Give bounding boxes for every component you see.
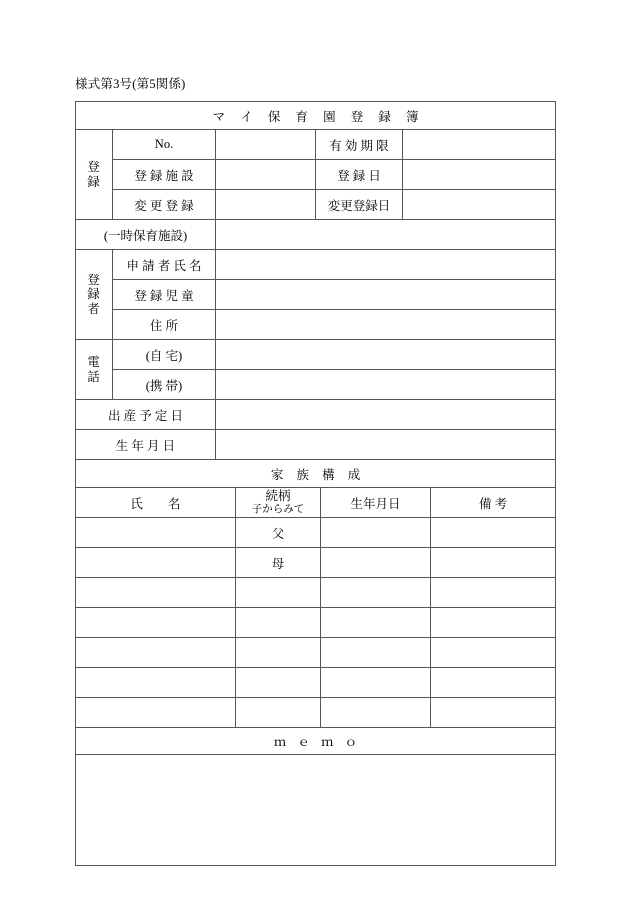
memo-body[interactable] (76, 755, 556, 866)
applicant-name-label: 申 請 者 氏 名 (113, 250, 216, 280)
change-registration-date-value[interactable] (403, 190, 556, 220)
family-note-1[interactable] (431, 518, 556, 548)
due-date-row (76, 400, 556, 430)
family-relation-3[interactable] (236, 578, 321, 608)
family-birthdate-7[interactable] (321, 698, 431, 728)
family-relation-5[interactable] (236, 638, 321, 668)
registration-date-value[interactable] (403, 160, 556, 190)
registration-date-label: 登 録 日 (316, 160, 403, 190)
registry-form (75, 101, 555, 866)
family-table (75, 459, 556, 728)
registrant-row-2 (76, 280, 556, 310)
family-section-title: 家 族 構 成 (76, 460, 556, 488)
registrant-row-3 (76, 310, 556, 340)
birthdate-label: 生 年 月 日 (76, 430, 216, 460)
registered-child-value[interactable] (216, 280, 556, 310)
mobile-phone-value[interactable] (216, 370, 556, 400)
family-name-3[interactable] (76, 578, 236, 608)
family-note-2[interactable] (431, 548, 556, 578)
family-relation-1[interactable]: 父 (236, 518, 321, 548)
family-header-relation-line1: 続柄 (265, 489, 291, 504)
family-birthdate-2[interactable] (321, 548, 431, 578)
birthdate-row (76, 430, 556, 460)
family-birthdate-3[interactable] (321, 578, 431, 608)
family-birthdate-1[interactable] (321, 518, 431, 548)
title-row (76, 102, 556, 130)
home-phone-label: (自 宅) (113, 340, 216, 370)
family-header-relation-line2: 子からみて (251, 503, 305, 515)
memo-table (75, 727, 556, 866)
temporary-care-row (76, 220, 556, 250)
family-relation-4[interactable] (236, 608, 321, 638)
registration-row-2 (76, 160, 556, 190)
family-note-4[interactable] (431, 608, 556, 638)
phone-row-home (76, 340, 556, 370)
family-birthdate-4[interactable] (321, 608, 431, 638)
family-name-2[interactable] (76, 548, 236, 578)
birthdate-value[interactable] (216, 430, 556, 460)
phone-group-label-char1: 電 (87, 355, 101, 370)
registration-facility-value[interactable] (216, 160, 316, 190)
family-note-5[interactable] (431, 638, 556, 668)
family-note-7[interactable] (431, 698, 556, 728)
change-registration-date-label: 変更登録日 (316, 190, 403, 220)
family-name-1[interactable] (76, 518, 236, 548)
family-header-name: 氏 名 (76, 488, 236, 518)
registration-no-value[interactable] (216, 130, 316, 160)
family-relation-6[interactable] (236, 668, 321, 698)
due-date-label: 出 産 予 定 日 (76, 400, 216, 430)
form-number: 様式第3号(第5関係) (75, 77, 186, 91)
table-row (76, 518, 556, 548)
family-name-6[interactable] (76, 668, 236, 698)
table-row (76, 638, 556, 668)
table-row (76, 698, 556, 728)
registrant-group-label-char1: 登 (87, 272, 101, 287)
memo-body-row (76, 755, 556, 866)
document-title: マ イ 保 育 園 登 録 簿 (76, 102, 556, 130)
main-table (75, 101, 556, 460)
family-relation-7[interactable] (236, 698, 321, 728)
address-value[interactable] (216, 310, 556, 340)
change-registration-label: 変 更 登 録 (113, 190, 216, 220)
memo-title-row (76, 728, 556, 755)
registration-no-label: No. (113, 130, 216, 160)
home-phone-value[interactable] (216, 340, 556, 370)
family-name-5[interactable] (76, 638, 236, 668)
phone-row-mobile (76, 370, 556, 400)
table-row (76, 548, 556, 578)
family-relation-2[interactable]: 母 (236, 548, 321, 578)
registrant-group-label (76, 250, 113, 340)
table-row (76, 578, 556, 608)
family-birthdate-5[interactable] (321, 638, 431, 668)
registrant-group-label-char3: 者 (87, 301, 101, 316)
expiry-label: 有 効 期 限 (316, 130, 403, 160)
change-registration-value[interactable] (216, 190, 316, 220)
due-date-value[interactable] (216, 400, 556, 430)
registrant-group-label-char2: 録 (87, 287, 101, 302)
mobile-phone-label: (携 帯) (113, 370, 216, 400)
expiry-value[interactable] (403, 130, 556, 160)
family-header-relation (236, 488, 321, 518)
family-name-4[interactable] (76, 608, 236, 638)
applicant-name-value[interactable] (216, 250, 556, 280)
registration-row-3 (76, 190, 556, 220)
table-row (76, 608, 556, 638)
registration-row-1 (76, 130, 556, 160)
family-title-row (76, 460, 556, 488)
registration-group-label (76, 130, 113, 220)
registration-group-label-char2: 録 (87, 174, 101, 189)
phone-group-label-char2: 話 (87, 369, 101, 384)
family-birthdate-6[interactable] (321, 668, 431, 698)
memo-title: ｍ ｅ ｍ ｏ (76, 728, 556, 755)
temporary-care-label: (一時保育施設) (76, 220, 216, 250)
family-header-note: 備 考 (431, 488, 556, 518)
registrant-row-1 (76, 250, 556, 280)
family-note-3[interactable] (431, 578, 556, 608)
family-note-6[interactable] (431, 668, 556, 698)
family-name-7[interactable] (76, 698, 236, 728)
address-label: 住 所 (113, 310, 216, 340)
registered-child-label: 登 録 児 童 (113, 280, 216, 310)
family-header-row (76, 488, 556, 518)
phone-group-label (76, 340, 113, 400)
family-header-birthdate: 生年月日 (321, 488, 431, 518)
registration-facility-label: 登 録 施 設 (113, 160, 216, 190)
registration-group-label-char1: 登 (87, 160, 101, 175)
table-row (76, 668, 556, 698)
temporary-care-value[interactable] (216, 220, 556, 250)
